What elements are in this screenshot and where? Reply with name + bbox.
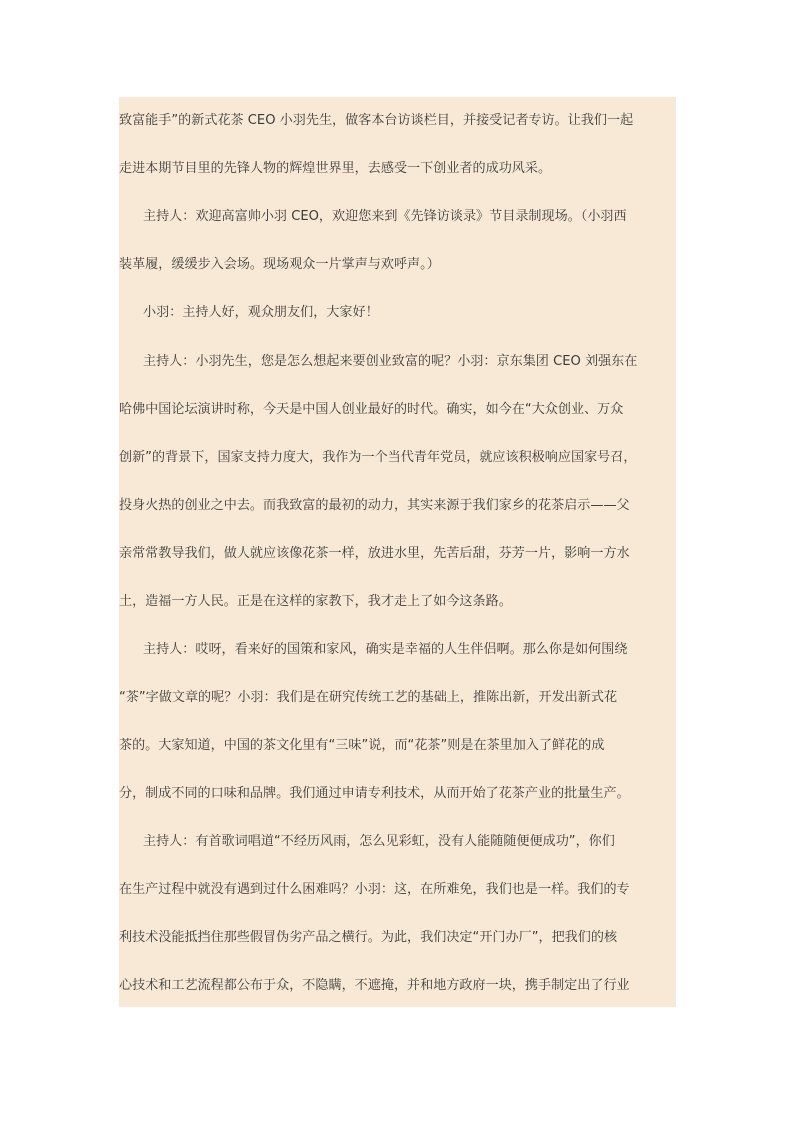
text-line: 茶的。大家知道，中国的茶文化里有“三味”说，而“花茶”则是在茶里加入了鲜花的成 <box>119 738 605 753</box>
text-line: 主持人：哎呀，看来好的国策和家风，确实是幸福的人生伴侣啊。那么你是如何围绕 <box>143 642 628 657</box>
text-line: 亲常常教导我们，做人就应该像花茶一样，放进水里，先苦后甜，芬芳一片，影响一方水 <box>119 546 630 561</box>
text-line: “茶”字做文章的呢？小羽：我们是在研究传统工艺的基础上，推陈出新，开发出新式花 <box>119 690 618 705</box>
text-line: 分，制成不同的口味和品牌。我们通过申请专利技术，从而开始了花茶产业的批量生产。 <box>119 786 630 801</box>
text-line: 装革履，缓缓步入会场。现场观众一片掌声与欢呼声。） <box>119 257 440 272</box>
text-line: 主持人：小羽先生，您是怎么想起来要创业致富的呢？小羽：京东集团 CEO 刘强东在 <box>143 354 638 369</box>
text-line: 投身火热的创业之中去。而我致富的最初的动力，其实来源于我们家乡的花茶启示——父 <box>119 498 630 513</box>
text-line: 致富能手”的新式花茶 CEO 小羽先生，做客本台访谈栏目，并接受记者专访。让我们一起 <box>119 113 634 128</box>
text-line: 主持人：有首歌词唱道“不经历风雨，怎么见彩虹，没有人能随随便便成功”，你们 <box>143 834 615 849</box>
text-line: 哈佛中国论坛演讲时称，今天是中国人创业最好的时代。确实，如今在“大众创业、万众 <box>119 402 624 417</box>
text-line: 心技术和工艺流程都公布于众，不隐瞒，不遮掩，并和地方政府一块，携手制定出了行业 <box>119 978 630 993</box>
text-line: 土，造福一方人民。正是在这样的家教下，我才走上了如今这条路。 <box>119 594 512 609</box>
text-line: 利技术没能抵挡住那些假冒伪劣产品之横行。为此，我们决定“开门办厂”，把我们的核 <box>119 930 618 945</box>
text-line: 小羽：主持人好，观众朋友们，大家好！ <box>143 305 379 320</box>
article-text-block <box>119 97 676 1007</box>
text-line: 主持人：欢迎高富帅小羽 CEO，欢迎您来到《先锋访谈录》节目录制现场。（小羽西 <box>143 209 627 224</box>
text-line: 创新”的背景下，国家支持力度大，我作为一个当代青年党员，就应该积极响应国家号召， <box>119 450 637 465</box>
text-line: 走进本期节目里的先锋人物的辉煌世界里，去感受一下创业者的成功风采。 <box>119 161 552 176</box>
text-line: 在生产过程中就没有遇到过什么困难吗？小羽：这，在所难免，我们也是一样。我们的专 <box>119 882 630 897</box>
